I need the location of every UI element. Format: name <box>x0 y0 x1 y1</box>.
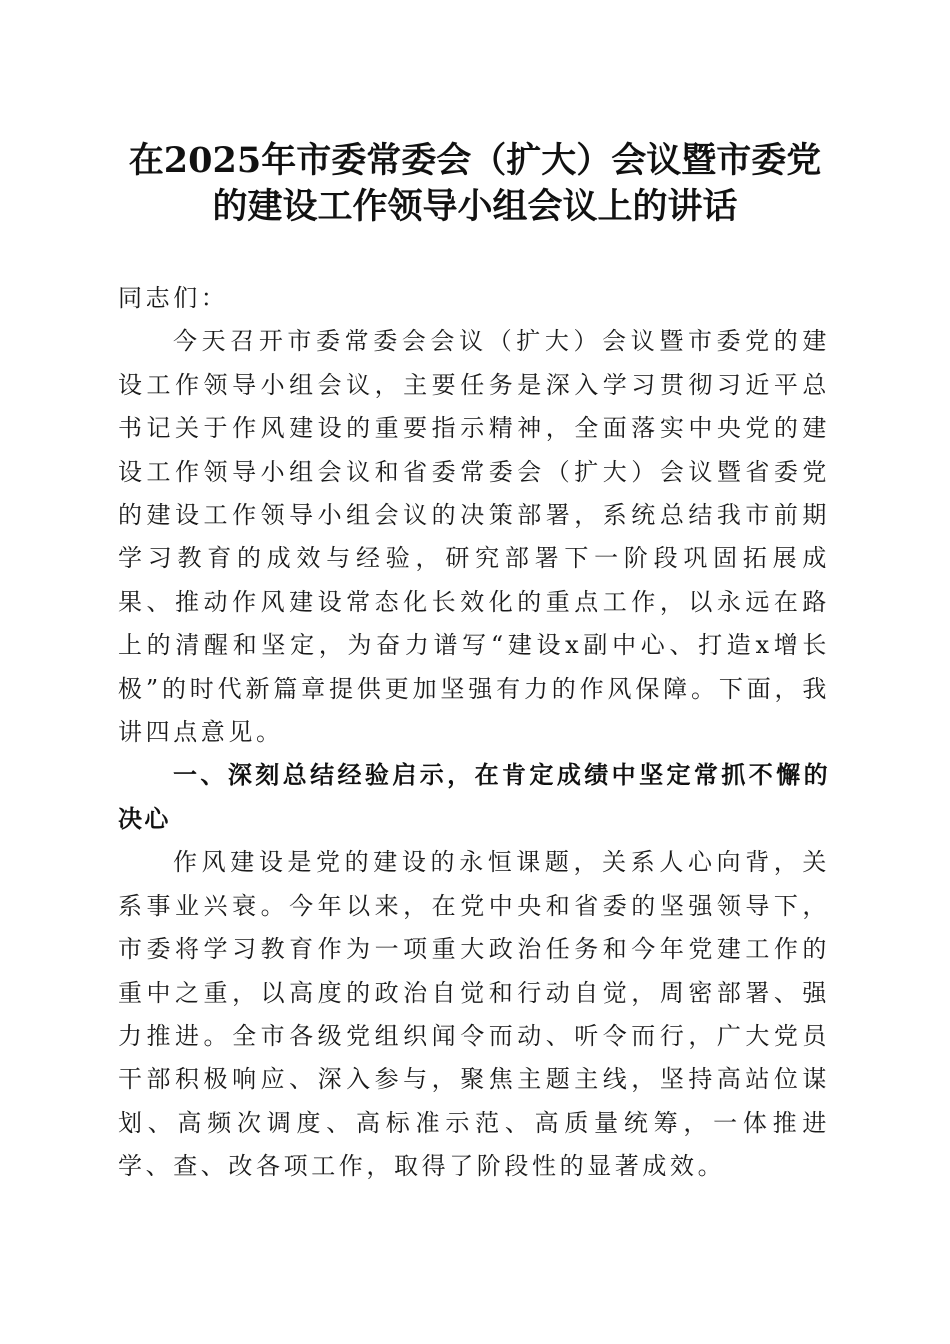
paragraph-intro: 今天召开市委常委会会议（扩大）会议暨市委党的建设工作领导小组会议，主要任务是深入学习贯彻习近平总书记关于作风建设的重要指示精神，全面落实中央党的建设工作领导小组会议和省委常委会（扩大）会议暨省委党的建设工作领导小组会议的决策部署，系统总结我市前期学习教育的成效与经验，研究部署下一阶段巩固拓展成果、推动作风建设常态化长效化的重点工作，以永远在路上的清醒和坚定，为奋力谱写“建设x副中心、打造x增长极”的时代新篇章提供更加坚强有力的作风保障。下面，我讲四点意见。 <box>118 327 830 747</box>
salutation: 同志们： <box>118 284 229 312</box>
paragraph-section-1: 作风建设是党的建设的永恒课题，关系人心向背，关系事业兴衰。今年以来，在党中央和省委的坚强领导下，市委将学习教育作为一项重大政治任务和今年党建工作的重中之重，以高度的政治自觉和行动自觉，周密部署、强力推进。全市各级党组织闻令而动、听令而行，广大党员干部积极响应、深入参与，聚焦主题主线，坚持高站位谋划、高频次调度、高标准示范、高质量统筹，一体推进学、查、改各项工作，取得了阶段性的显著成效。 <box>118 848 830 1181</box>
document-title <box>0 138 950 230</box>
title-line-2: 的建设工作领导小组会议上的讲话 <box>212 186 738 227</box>
section-heading-1: 一、深刻总结经验启示，在肯定成绩中坚定常抓不懈的决心 <box>118 761 830 833</box>
title-line-1: 在2025年市委常委会（扩大）会议暨市委党 <box>128 140 822 181</box>
document-body <box>118 277 830 1189</box>
